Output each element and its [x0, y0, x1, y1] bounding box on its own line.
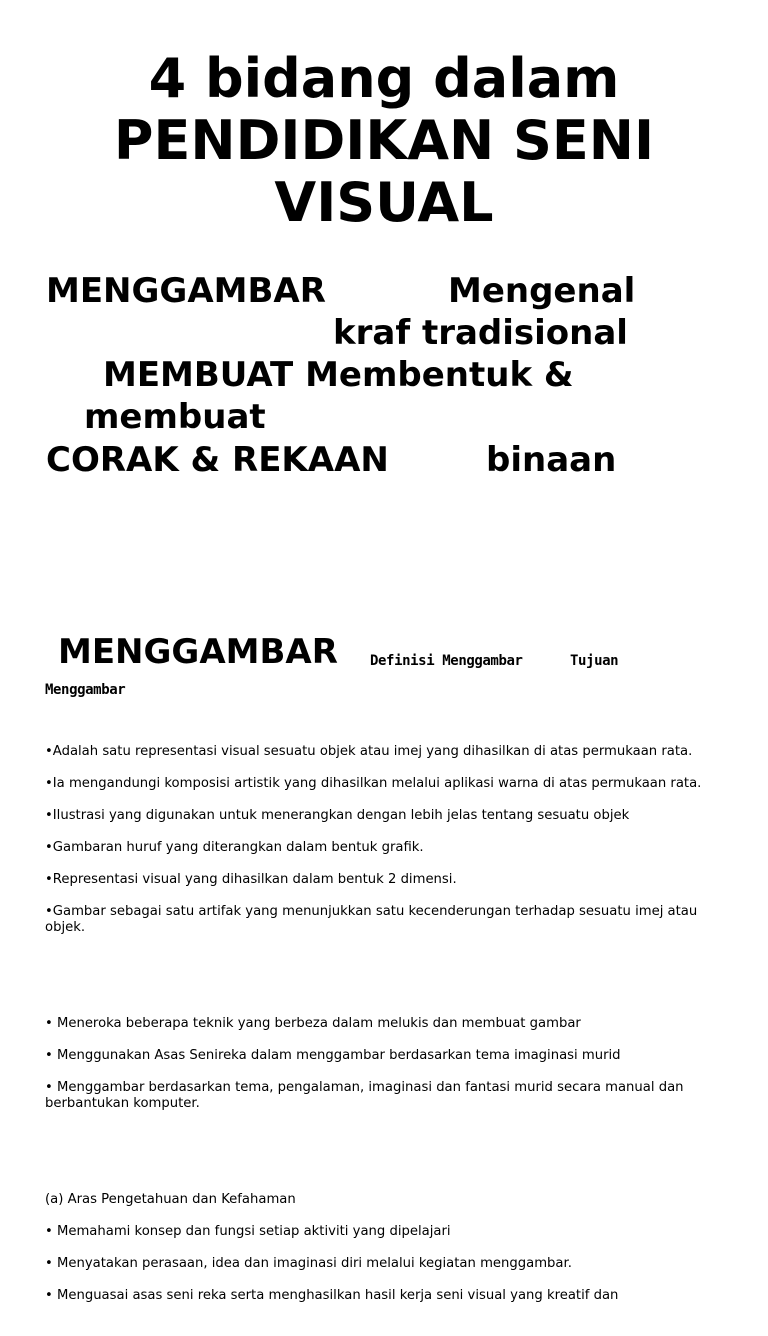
list-item: • Memahami konsep dan fungsi setiap aktiviti yang dipelajari [45, 1224, 451, 1239]
spacer [45, 968, 735, 984]
subheading-definisi: Definisi Menggambar [370, 653, 523, 669]
bidang-mengenal: Mengenal [448, 271, 636, 311]
list-item: •Ia mengandungi komposisi artistik yang dihasilkan melalui aplikasi warna di atas permukaan rata. [45, 776, 702, 791]
section-heading: MENGGAMBAR [58, 632, 338, 672]
tujuan-list [45, 1000, 735, 1128]
list-item: •Adalah satu representasi visual sesuatu objek atau imej yang dihasilkan di atas permukaan rata. [45, 744, 693, 759]
spacer [45, 1144, 735, 1160]
slide-title [40, 48, 728, 234]
aras-heading: (a) Aras Pengetahuan dan Kefahaman [45, 1192, 296, 1207]
list-item: •Gambaran huruf yang diterangkan dalam bentuk grafik. [45, 840, 424, 855]
list-item: • Menguasai asas seni reka serta menghasilkan hasil kerja seni visual yang kreatif dan [45, 1288, 619, 1303]
list-item: •Ilustrasi yang digunakan untuk menerangkan dengan lebih jelas tentang sesuatu objek [45, 808, 630, 823]
list-item: • Menggambar berdasarkan tema, pengalaman, imaginasi dan fantasi murid secara manual dan berbantukan komputer. [45, 1080, 684, 1111]
subheading-tujuan: Tujuan [570, 653, 619, 669]
aras-section [45, 1176, 735, 1320]
slide-title-line-3: VISUAL [274, 171, 494, 234]
list-item: •Gambar sebagai satu artifak yang menunjukkan satu kecenderungan terhadap sesuatu imej atau objek. [45, 904, 698, 935]
list-item: •Representasi visual yang dihasilkan dalam bentuk 2 dimensi. [45, 872, 457, 887]
slide-title-line-2: PENDIDIKAN SENI [113, 109, 655, 172]
bidang-corak-rekaan: CORAK & REKAAN [46, 440, 389, 480]
bidang-membuat-membentuk: MEMBUAT Membentuk & [103, 355, 574, 395]
bidang-kraf-tradisional: kraf tradisional [333, 313, 628, 353]
subheading-menggambar: Menggambar [45, 682, 126, 698]
list-item: • Menyatakan perasaan, idea dan imaginasi diri melalui kegiatan menggambar. [45, 1256, 572, 1271]
definisi-list [45, 728, 735, 952]
body-text [45, 712, 735, 1336]
bidang-binaan: binaan [486, 440, 617, 480]
bidang-menggambar: MENGGAMBAR [46, 271, 326, 311]
list-item: • Menggunakan Asas Senireka dalam menggambar berdasarkan tema imaginasi murid [45, 1048, 621, 1063]
list-item: • Meneroka beberapa teknik yang berbeza dalam melukis dan membuat gambar [45, 1016, 581, 1031]
slide-title-line-1: 4 bidang dalam [148, 47, 620, 110]
bidang-membuat: membuat [84, 397, 266, 437]
